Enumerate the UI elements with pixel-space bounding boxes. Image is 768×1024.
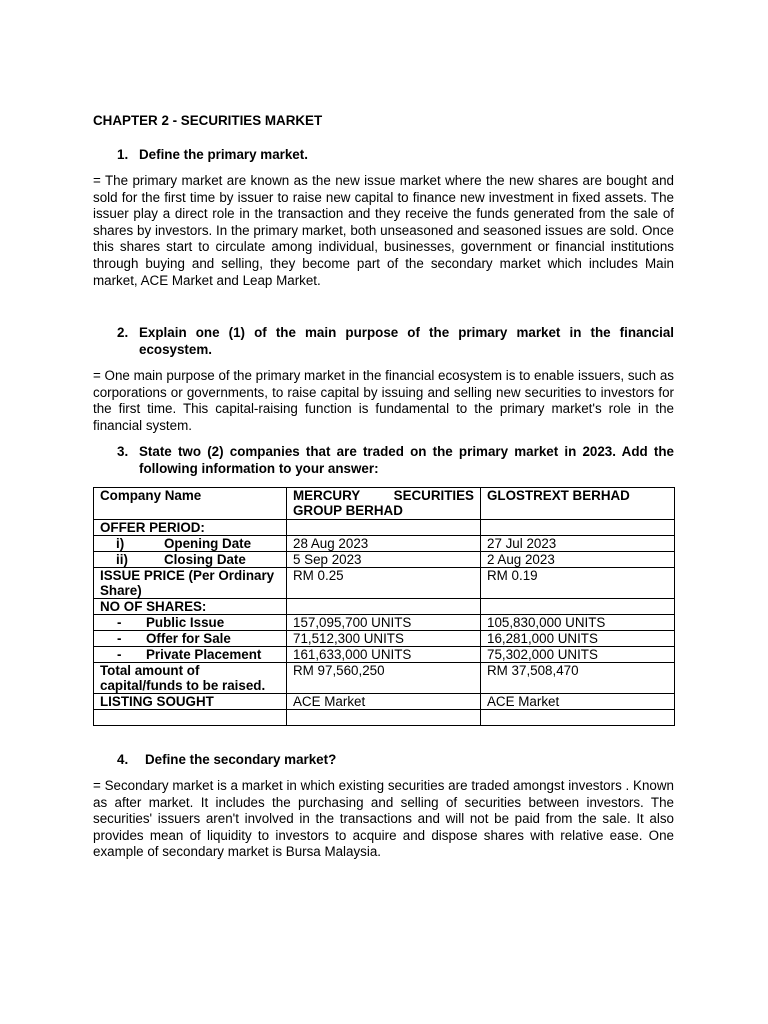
total-amount-label: Total amount of capital/funds to be raised. <box>94 663 287 694</box>
answer-4: = Secondary market is a market in which existing securities are traded amongst investors . Known as after market. It includes the purchasing and selling of securities between investors. The securities' issuers aren't involved in the transactions and will not be paid from the sale. It also provides mean of liquidity to investors to acquire and dispose shares with relative ease. One example of secondary market is Bursa Malaysia. <box>93 778 674 860</box>
table-row <box>94 631 675 647</box>
question-1 <box>93 147 674 164</box>
table-row <box>94 599 675 615</box>
issue-price-2: RM 0.19 <box>481 568 675 599</box>
question-4 <box>93 752 674 769</box>
question-1-number: 1. <box>117 147 129 162</box>
opening-date-2: 27 Jul 2023 <box>481 536 675 552</box>
closing-date-label: ii) Closing Date <box>94 552 287 568</box>
page-title: CHAPTER 2 - SECURITIES MARKET <box>93 113 323 128</box>
table-row <box>94 663 675 694</box>
public-issue-1: 157,095,700 UNITS <box>287 615 481 631</box>
offer-for-sale-2: 16,281,000 UNITS <box>481 631 675 647</box>
question-2-text: Explain one (1) of the main purpose of the primary market in the financial ecosystem. <box>139 325 674 357</box>
question-2-number: 2. <box>117 325 129 340</box>
table-row <box>94 552 675 568</box>
offer-period-label: OFFER PERIOD: <box>94 520 287 536</box>
ipo-info-table <box>93 487 675 726</box>
question-3-number: 3. <box>117 444 129 459</box>
question-3-text: State two (2) companies that are traded on the primary market in 2023. Add the following information to your answer: <box>139 444 674 476</box>
table-row <box>94 710 675 726</box>
no-of-shares-label: NO OF SHARES: <box>94 599 287 615</box>
answer-1: = The primary market are known as the new issue market where the new shares are bought and sold for the first time by issuer to raise new capital to finance new investment in fixed assets. The issuer play a direct role in the transaction and they receive the funds generated from the sale of shares by investors. In the primary market, both unseasoned and seasoned issues are sold. Once this shares start to circulate among individual, businesses, government or financial institutions through buying and selling, they become part of the secondary market which includes Main market, ACE Market and Leap Market. <box>93 173 674 288</box>
private-placement-1: 161,633,000 UNITS <box>287 647 481 663</box>
table-row <box>94 568 675 599</box>
question-1-text: Define the primary market. <box>139 147 308 162</box>
table-row <box>94 694 675 710</box>
issue-price-label: ISSUE PRICE (Per Ordinary Share) <box>94 568 287 599</box>
private-placement-2: 75,302,000 UNITS <box>481 647 675 663</box>
opening-date-label: i) Opening Date <box>94 536 287 552</box>
total-amount-1: RM 97,560,250 <box>287 663 481 694</box>
company-1-name: MERCURY SECURITIES GROUP BERHAD <box>287 488 481 520</box>
total-amount-2: RM 37,508,470 <box>481 663 675 694</box>
table-row <box>94 488 675 520</box>
closing-date-1: 5 Sep 2023 <box>287 552 481 568</box>
opening-date-1: 28 Aug 2023 <box>287 536 481 552</box>
offer-for-sale-label: - Offer for Sale <box>94 631 287 647</box>
question-3 <box>93 444 674 478</box>
private-placement-label: - Private Placement <box>94 647 287 663</box>
public-issue-2: 105,830,000 UNITS <box>481 615 675 631</box>
answer-2: = One main purpose of the primary market in the financial ecosystem is to enable issuers, such as corporations or governments, to raise capital by issuing and selling new securities to investors for the first time. This capital-raising function is fundamental to the primary market's role in the financial system. <box>93 368 674 433</box>
company-2-name: GLOSTREXT BERHAD <box>481 488 675 520</box>
closing-date-2: 2 Aug 2023 <box>481 552 675 568</box>
listing-sought-1: ACE Market <box>287 694 481 710</box>
company-name-label: Company Name <box>94 488 287 520</box>
public-issue-label: - Public Issue <box>94 615 287 631</box>
question-4-text: Define the secondary market? <box>145 752 337 767</box>
question-4-number: 4. <box>117 752 129 767</box>
issue-price-1: RM 0.25 <box>287 568 481 599</box>
table-row <box>94 536 675 552</box>
listing-sought-2: ACE Market <box>481 694 675 710</box>
table-row <box>94 520 675 536</box>
table-row <box>94 615 675 631</box>
offer-for-sale-1: 71,512,300 UNITS <box>287 631 481 647</box>
table-row <box>94 647 675 663</box>
listing-sought-label: LISTING SOUGHT <box>94 694 287 710</box>
question-2 <box>93 325 674 359</box>
